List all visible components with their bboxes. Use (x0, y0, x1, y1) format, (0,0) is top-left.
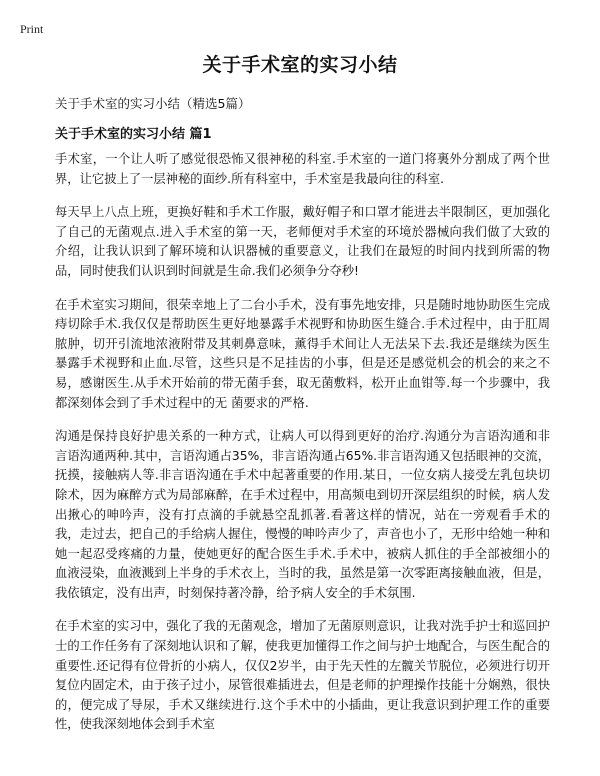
document-title: 关于手术室的实习小结 (202, 54, 398, 76)
section-heading: 关于手术室的实习小结 篇1 (55, 127, 212, 142)
document-body (55, 150, 550, 749)
print-link[interactable]: Print (20, 22, 44, 36)
paragraph: 每天早上八点上班，更换好鞋和手术工作服，戴好帽子和口罩才能进去半限制区，更加强化了自己的无菌观点.进入手术室的第一天，老师便对手术室的环境於器械向我们做了大致的介绍，让我认识到了解环境和认识器械的重要意义，让我们在最短的时间内找到所需的物品，同时使我们认识到时间就是生命.我们必须争分夺秒! (55, 205, 550, 278)
document-subtitle: 关于手术室的实习小结（精选5篇） (55, 96, 251, 111)
paragraph: 沟通是保持良好护患关系的一种方式，让病人可以得到更好的治疗.沟通分为言语沟通和非言语沟通两种.其中，言语沟通占35%，非言语沟通占65%.非言语沟通又包括眼神的交流，抚摸，接触病人等.非言语沟通在手术中起著重要的作用.某日，一位女病人接受左乳包块切除术，因为麻醉方式为局部麻醉，在手术过程中，用高频电到切开深层组织的时候，病人发出揪心的呻吟声，没有打点滴的手就悬空乱抓著.看著这样的情况，站在一旁观看手术的我，走过去，把自己的手给病人握住，慢慢的呻吟声少了，声音也小了，无形中给她一种和她一起忍受疼痛的力量，使她更好的配合医生手术.手术中，被病人抓住的手全部被细小的血液浸染，血液溅到上半身的手术衣上，当时的我，虽然是第一次零距离接触血液，但是，我依镇定，没有出声，时刻保持著冷静，给予病人安全的手术氛围. (55, 429, 550, 600)
paragraph: 在手术室实习期间，很荣幸地上了二台小手术，没有事先地安排，只是随时地协助医生完成痔切除手术.我仅仅是帮助医生更好地暴露手术视野和协助医生缝合.手术过程中，由于肛周脓肿，切开引流地浓液附带及其刺鼻意味，薰得手术间让人无法呆下去.我还是继续为医生暴露手术视野和止血.尽管，这些只是不足挂齿的小事，但是还是感觉机会的机会的来之不易，感谢医生.从手术开始前的带无菌手套，取无菌敷料，松开止血钳等.每一个步骤中，我都深刻体会到了手术过程中的无 菌要求的严格. (55, 297, 550, 410)
paragraph: 手术室，一个让人听了感觉很恐怖又很神秘的科室.手术室的一道门将裏外分割成了两个世界，让它披上了一层神秘的面纱.所有科室中，手术室是我最向往的科室. (55, 152, 550, 186)
paragraph: 在手术室的实习中，强化了我的无菌观念，增加了无菌原则意识，让我对洗手护士和巡回护士的工作任务有了深刻地认识和了解，使我更加懂得工作之间与护士地配合，与医生配合的重要性.还记得有位骨折的小病人，仅仅2岁半，由于先天性的左髋关节脱位，必须进行切开复位内固定术，由于孩子过小，尿管很难插进去，但是老师的护理操作技能十分娴熟，很快的，便完成了导尿，手术又继续进行.这个手术中的小插曲，更让我意识到护理工作的重要性，使我深刻地体会到手术室 (55, 619, 550, 732)
